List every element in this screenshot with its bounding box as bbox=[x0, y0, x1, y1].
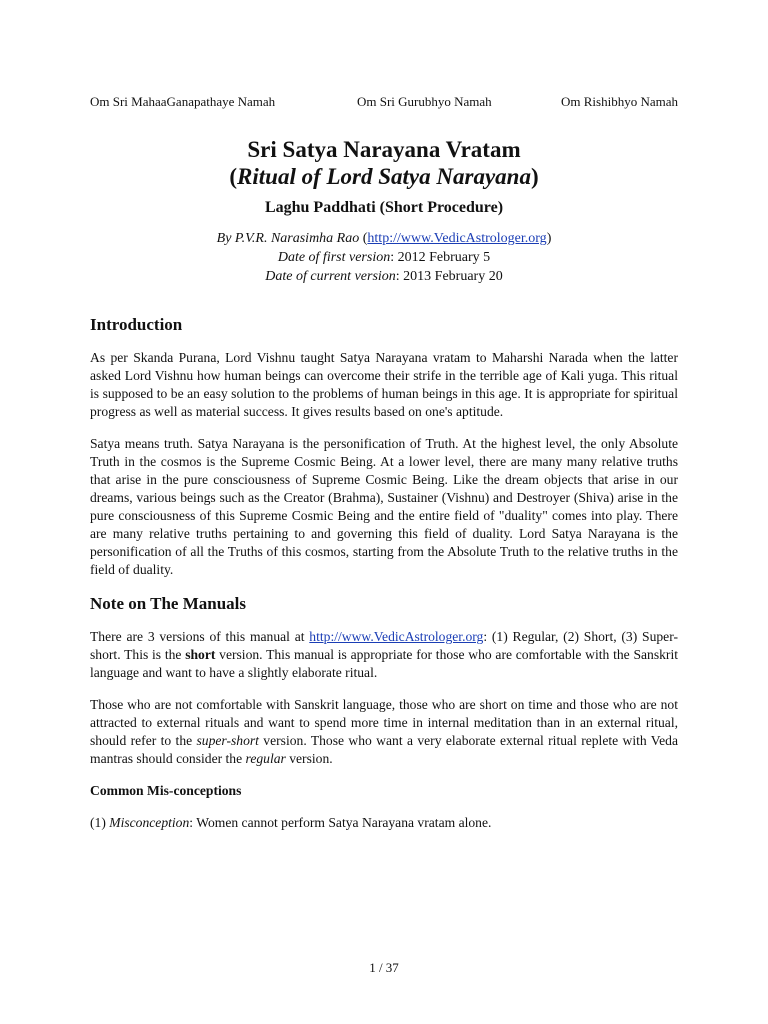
first-version-line: Date of first version: 2012 February 5 bbox=[277, 250, 491, 265]
introduction-paragraph-1: As per Skanda Purana, Lord Vishnu taught Satya Narayana vratam to Maharshi Narada when the latter asked Lord Vishnu how human beings can overcome their strife in the terrible age of Kali yuga. This ritual is supposed to be an easy solution to the problems of human beings in this age. It is appropriate for spiritual progress as well as material success. It gives results based on one's aptitude. bbox=[90, 350, 678, 419]
manuals-paragraph-2: Those who are not comfortable with Sanskrit language, those who are short on time and those who are not attracted to external rituals and want to spend more time in internal meditation than in an external ritual, should refer to the super-short version. Those who want a very elaborate external ritual replete with Veda mantras should consider the regular version. bbox=[90, 697, 678, 766]
manuals-heading: Note on The Manuals bbox=[90, 594, 247, 613]
document-subtitle: (Ritual of Lord Satya Narayana) bbox=[229, 164, 539, 189]
misconception-item-1: (1) Misconception: Women cannot perform Satya Narayana vratam alone. bbox=[90, 815, 492, 830]
introduction-paragraph-2: Satya means truth. Satya Narayana is the personification of Truth. At the highest level, the only Absolute Truth in the cosmos is the Supreme Cosmic Being. At a lower level, there are many many relative truths that arise in the pure consciousness of Supreme Cosmic Being. Like the dream objects that arise in our dreams, various beings such as the Creator (Brahma), Sustainer (Vishnu) and Destroyer (Shiva) arise in the pure consciousness of this Supreme Cosmic Being and the entire field of "duality" comes into play. There are many relative truths pertaining to and governing this field of duality. Lord Satya Narayana is the personification of all the Truths of this cosmos, starting from the Absolute Truth to the relative truths in the field of duality. bbox=[90, 436, 678, 577]
author-link[interactable]: http://www.VedicAstrologer.org bbox=[367, 231, 547, 246]
manuals-link[interactable]: http://www.VedicAstrologer.org bbox=[309, 629, 484, 644]
introduction-heading: Introduction bbox=[90, 315, 183, 334]
header-left: Om Sri MahaaGanapathaye Namah bbox=[90, 94, 276, 109]
header-right: Om Rishibhyo Namah bbox=[561, 94, 678, 109]
main-content bbox=[90, 314, 678, 846]
author-line: By P.V.R. Narasimha Rao (http://www.VedicAstrologer.org) bbox=[216, 231, 552, 246]
title-block bbox=[90, 136, 678, 286]
page-number: 1 / 37 bbox=[369, 960, 399, 975]
misconceptions-heading: Common Mis-conceptions bbox=[90, 783, 242, 798]
header-center: Om Sri Gurubhyo Namah bbox=[357, 94, 492, 109]
document-meta bbox=[90, 229, 678, 286]
current-version-line: Date of current version: 2013 February 20 bbox=[265, 269, 503, 284]
procedure-heading: Laghu Paddhati (Short Procedure) bbox=[264, 199, 504, 216]
document-title: Sri Satya Narayana Vratam bbox=[247, 137, 521, 162]
subtitle-italic: Ritual of Lord Satya Narayana bbox=[237, 164, 531, 189]
manuals-paragraph-1: There are 3 versions of this manual at http://www.VedicAstrologer.org: (1) Regular, (2) Short, (3) Super-short. This is the short version. This manual is appropriate for those who are comfortable with the Sanskrit language and want to have a slightly elaborate ritual. bbox=[90, 629, 679, 680]
